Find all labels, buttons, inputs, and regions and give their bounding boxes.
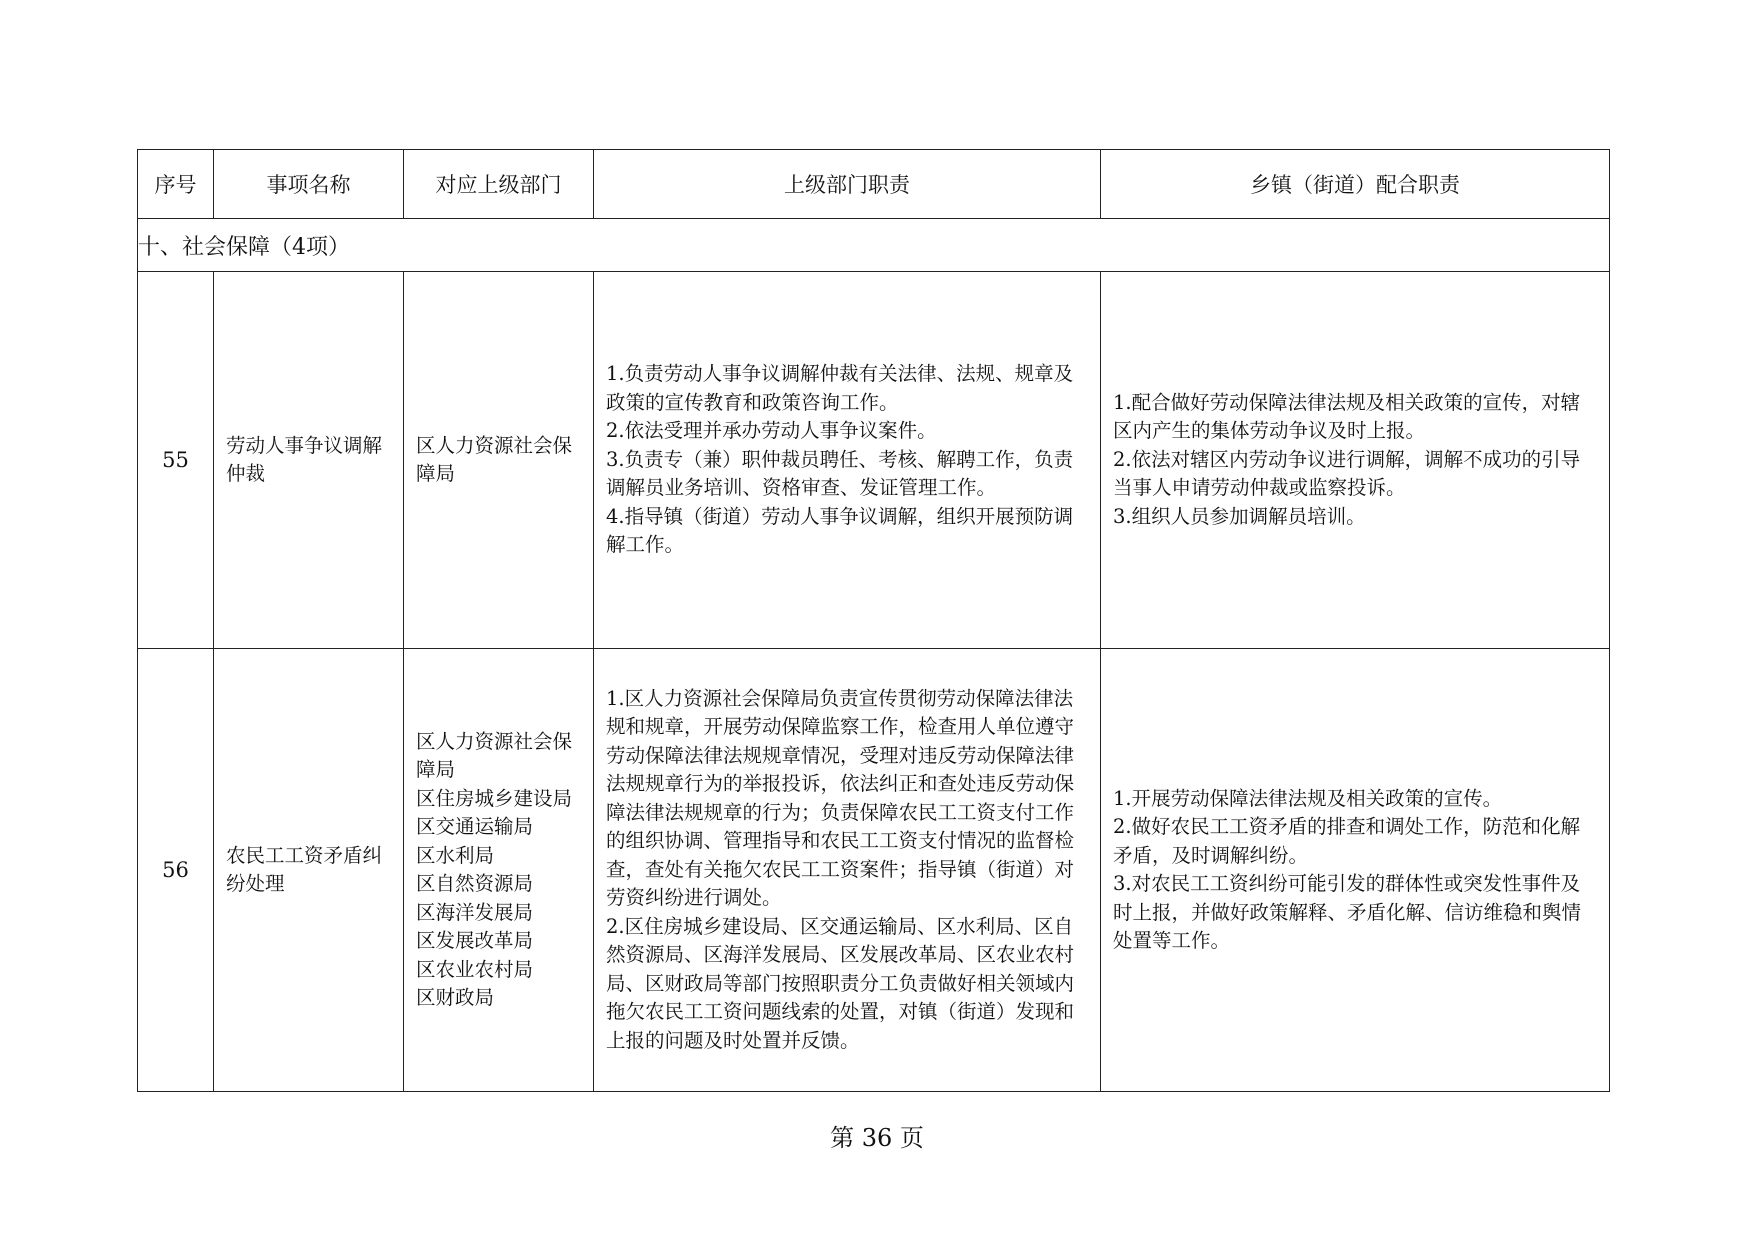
upper-duty-item: 3.负责专（兼）职仲裁员聘任、考核、解聘工作，负责调解员业务培训、资格审查、发证管理工作。 — [606, 447, 1074, 500]
upper-duty-item: 4.指导镇（街道）劳动人事争议调解，组织开展预防调解工作。 — [606, 504, 1074, 557]
upper-duty-cell — [594, 649, 1101, 1092]
item-name: 农民工工资矛盾纠纷处理 — [214, 649, 404, 1092]
section-row — [138, 219, 1610, 272]
duty-table — [137, 149, 1610, 1092]
dept-line: 区住房城乡建设局 — [416, 786, 573, 810]
header-upper-duty: 上级部门职责 — [594, 150, 1101, 219]
header-seq: 序号 — [138, 150, 214, 219]
upper-duty-item: 2.区住房城乡建设局、区交通运输局、区水利局、区自然资源局、区海洋发展局、区发展改革局、区农业农村局、区财政局等部门按照职责分工负责做好相关领域内拖欠农民工工资问题线索的处置，对镇（街道）发现和上报的问题及时处置并反馈。 — [606, 914, 1075, 1052]
row-number: 55 — [138, 272, 214, 649]
town-duty-item: 3.对农民工工资纠纷可能引发的群体性或突发性事件及时上报，并做好政策解释、矛盾化解、信访维稳和舆情处置等工作。 — [1113, 872, 1582, 952]
header-dept: 对应上级部门 — [404, 150, 594, 219]
dept-cell — [404, 649, 594, 1092]
dept-line: 区自然资源局 — [416, 872, 534, 895]
dept-line: 区人力资源社会保障局 — [416, 729, 573, 781]
upper-duty-item: 1.区人力资源社会保障局负责宣传贯彻劳动保障法律法规和规章，开展劳动保障监察工作，检查用人单位遵守劳动保障法律法规规章情况，受理对违反劳动保障法律法规规章行为的举报投诉，依法纠正和查处违反劳动保障法律法规规章的行为；负责保障农民工工资支付工作的组织协调、管理指导和农民工工资支付情况的监督检查，查处有关拖欠农民工工资案件；指导镇（街道）对劳资纠纷进行调处。 — [606, 686, 1075, 910]
upper-duty-cell — [594, 272, 1101, 649]
header-town-duty: 乡镇（街道）配合职责 — [1101, 150, 1610, 219]
dept-line: 区农业农村局 — [416, 957, 534, 981]
dept-line: 区交通运输局 — [416, 815, 534, 838]
town-duty-item: 1.开展劳动保障法律法规及相关政策的宣传。 — [1113, 786, 1503, 810]
dept-line: 区财政局 — [416, 986, 495, 1009]
town-duty-item: 2.做好农民工工资矛盾的排查和调处工作，防范和化解矛盾，及时调解纠纷。 — [1113, 815, 1581, 867]
town-duty-item: 3.组织人员参加调解员培训。 — [1113, 504, 1366, 528]
page-number: 第 36 页 — [830, 1124, 924, 1152]
dept-line: 区人力资源社会保障局 — [416, 433, 573, 485]
upper-duty-item: 2.依法受理并承办劳动人事争议案件。 — [606, 419, 937, 443]
town-duty-item: 2.依法对辖区内劳动争议进行调解，调解不成功的引导当事人申请劳动仲裁或监察投诉。 — [1113, 447, 1581, 500]
dept-cell — [404, 272, 594, 649]
header-name: 事项名称 — [214, 150, 404, 219]
dept-line: 区水利局 — [416, 843, 495, 867]
table-row — [138, 272, 1610, 649]
upper-duty-item: 1.负责劳动人事争议调解仲裁有关法律、法规、规章及政策的宣传教育和政策咨询工作。 — [606, 362, 1074, 414]
row-number: 56 — [138, 649, 214, 1092]
table-row — [138, 649, 1610, 1092]
item-name: 劳动人事争议调解仲裁 — [214, 272, 404, 649]
town-duty-cell — [1101, 649, 1610, 1092]
table-header-row — [138, 150, 1610, 219]
section-title: 十、社会保障（4项） — [138, 219, 1610, 272]
town-duty-cell — [1101, 272, 1610, 649]
town-duty-item: 1.配合做好劳动保障法律法规及相关政策的宣传，对辖区内产生的集体劳动争议及时上报。 — [1113, 390, 1581, 443]
dept-line: 区海洋发展局 — [416, 900, 534, 924]
dept-line: 区发展改革局 — [416, 929, 534, 952]
